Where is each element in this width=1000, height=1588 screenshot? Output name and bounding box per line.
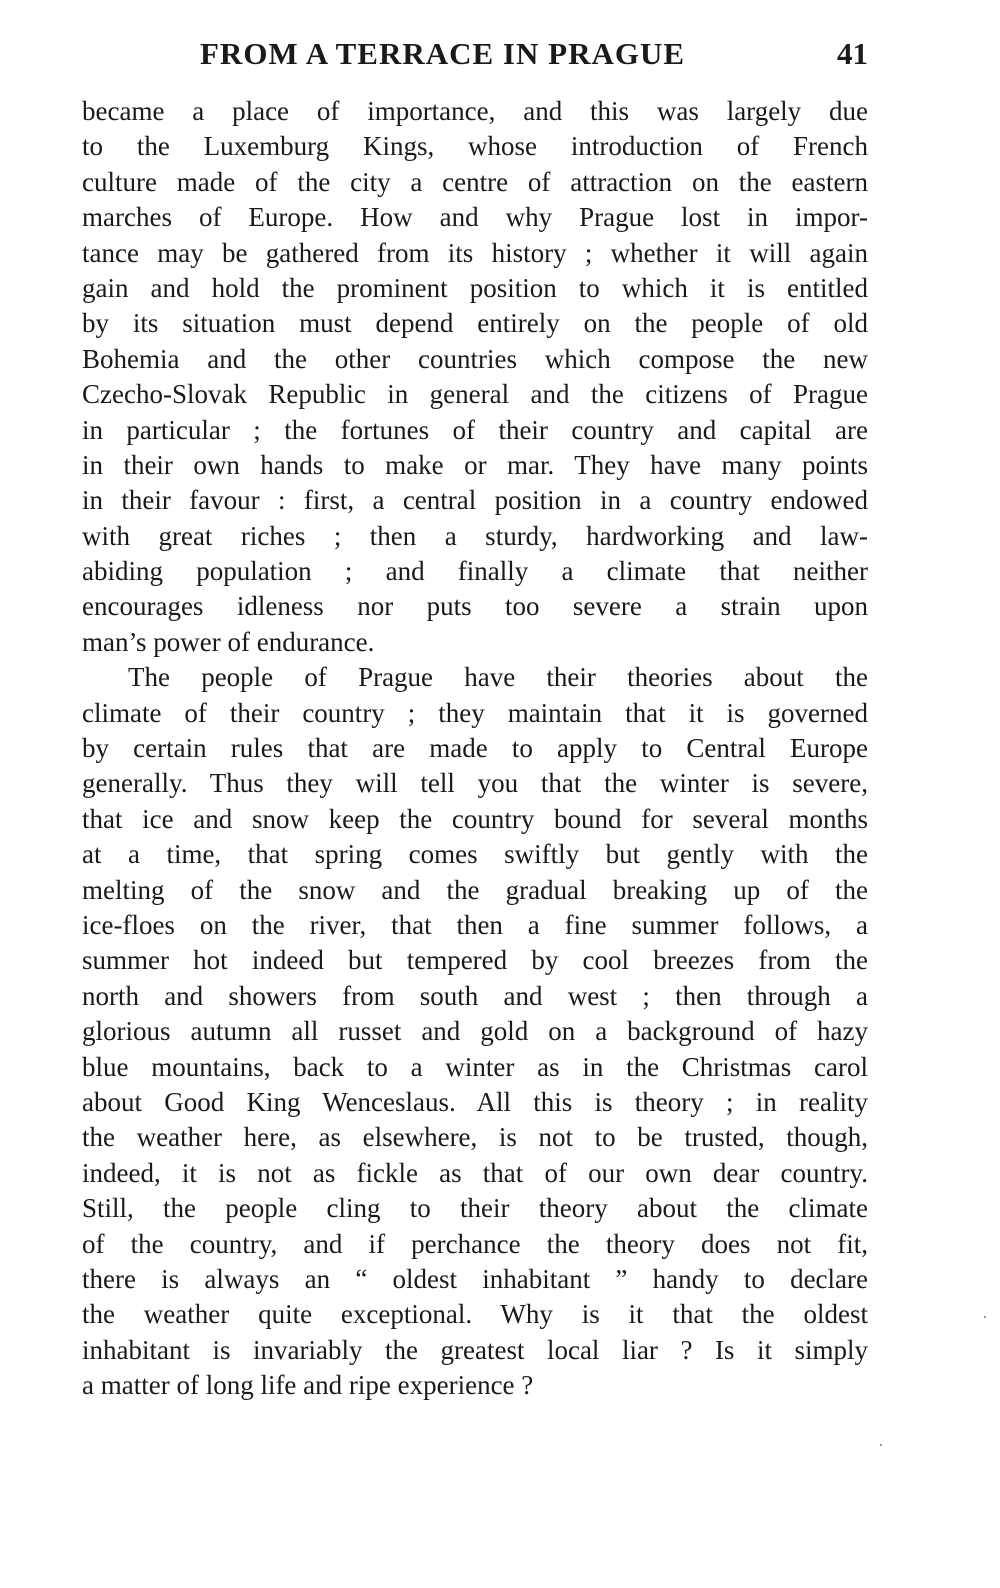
text-line: of the country, and if perchance the theory does not fit,: [82, 1228, 868, 1259]
text-line: with great riches ; then a sturdy, hardworking and law-: [82, 520, 868, 551]
text-line: blue mountains, back to a winter as in the Christmas carol: [82, 1051, 868, 1082]
text-line: the weather here, as elsewhere, is not to be trusted, though,: [82, 1122, 868, 1153]
text-line: there is always an “ oldest inhabitant ” handy to declare: [82, 1263, 868, 1294]
text-line: that ice and snow keep the country bound for several months: [82, 803, 868, 834]
text-line: by certain rules that are made to apply to Central Europe: [82, 733, 868, 764]
text-line: generally. Thus they will tell you that the winter is severe,: [82, 768, 868, 799]
text-line: man’s power of endurance.: [82, 626, 375, 657]
body-text: [82, 94, 868, 1403]
running-head: [82, 36, 868, 80]
scan-speck: [880, 1444, 882, 1446]
text-line: north and showers from south and west ; then through a: [82, 980, 868, 1011]
text-line: by its situation must depend entirely on the people of old: [82, 308, 868, 339]
text-line: the weather quite exceptional. Why is it that the oldest: [82, 1299, 868, 1330]
text-line: Still, the people cling to their theory about the climate: [82, 1193, 868, 1224]
text-line: glorious autumn all russet and gold on a background of hazy: [82, 1016, 868, 1047]
text-line: inhabitant is invariably the greatest local liar ? Is it simply: [82, 1334, 868, 1365]
page-number: 41: [837, 36, 868, 71]
running-title: FROM A TERRACE IN PRAGUE: [200, 36, 686, 71]
text-line: abiding population ; and finally a climate that neither: [82, 556, 868, 587]
text-line: summer hot indeed but tempered by cool breezes from the: [82, 945, 868, 976]
text-line: ice-floes on the river, that then a fine summer follows, a: [82, 909, 868, 940]
text-line: climate of their country ; they maintain that it is governed: [82, 697, 868, 728]
text-line: to the Luxemburg Kings, whose introduction of French: [82, 131, 868, 162]
text-line: in their favour : first, a central position in a country endowed: [82, 485, 868, 516]
text-line: about Good King Wenceslaus. All this is theory ; in reality: [82, 1086, 868, 1117]
text-line: at a time, that spring comes swiftly but gently with the: [82, 839, 868, 870]
text-line: Bohemia and the other countries which compose the new: [82, 343, 868, 374]
paragraph-2: [82, 660, 868, 1403]
scan-speck: [984, 1316, 986, 1318]
text-line: marches of Europe. How and why Prague lost in impor-: [82, 202, 868, 233]
text-line: gain and hold the prominent position to which it is entitled: [82, 272, 868, 303]
text-line: became a place of importance, and this was largely due: [82, 96, 868, 126]
text-line: melting of the snow and the gradual breaking up of the: [82, 874, 868, 905]
text-line: tance may be gathered from its history ; whether it will again: [82, 237, 868, 268]
text-line: The people of Prague have their theories about the: [128, 662, 868, 693]
text-line: Czecho-Slovak Republic in general and the citizens of Prague: [82, 379, 868, 410]
text-line: a matter of long life and ripe experience ?: [82, 1370, 534, 1401]
text-line: in particular ; the fortunes of their country and capital are: [82, 414, 868, 445]
text-line: culture made of the city a centre of attraction on the eastern: [82, 166, 868, 197]
text-line: encourages idleness nor puts too severe a strain upon: [82, 591, 868, 622]
text-line: indeed, it is not as fickle as that of our own dear country.: [82, 1157, 868, 1188]
paragraph-1: [82, 94, 868, 660]
text-line: in their own hands to make or mar. They have many points: [82, 449, 868, 480]
